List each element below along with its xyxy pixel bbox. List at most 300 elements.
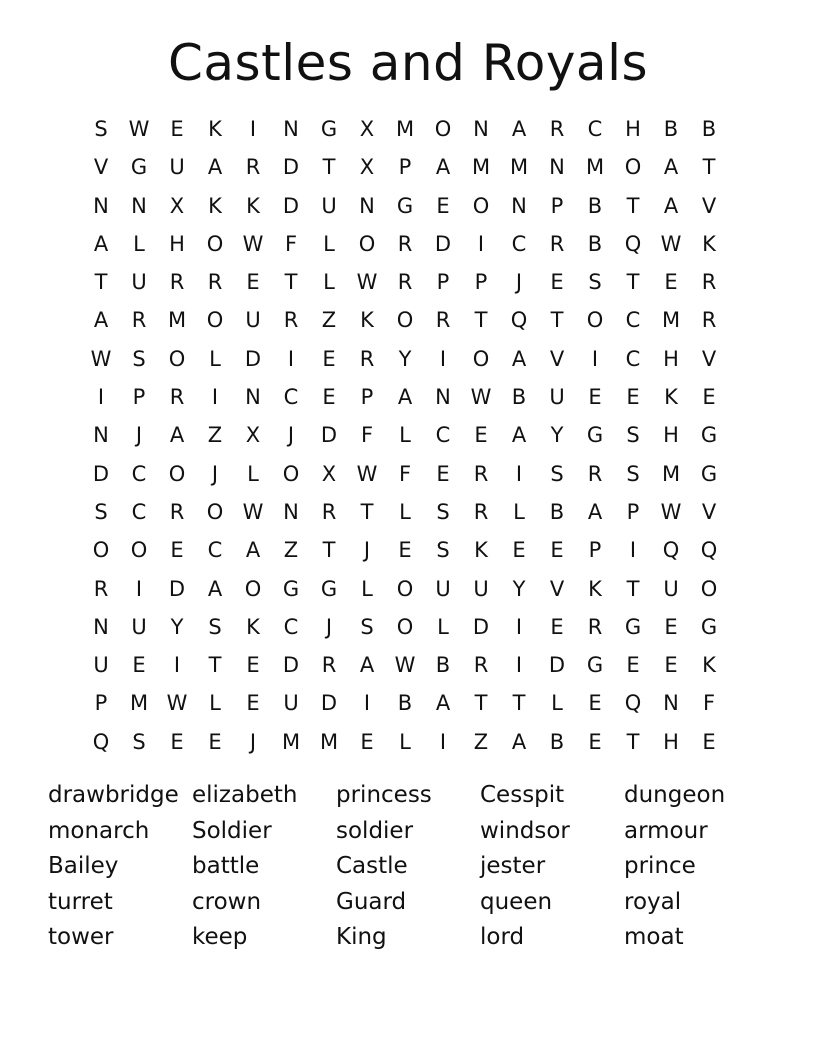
word-list [48, 778, 768, 956]
word-list-item: keep [192, 924, 248, 950]
word-list-item: moat [624, 924, 684, 950]
grid-letter: G [320, 576, 338, 601]
grid-letter: M [281, 729, 301, 754]
grid-letter: G [700, 614, 718, 639]
grid-letter: C [207, 538, 223, 563]
grid-letter: E [246, 691, 260, 716]
grid-letter: T [208, 653, 222, 678]
grid-letter: K [588, 576, 602, 601]
grid-letter: U [435, 576, 451, 601]
grid-letter: E [208, 729, 222, 754]
grid-letter: X [245, 423, 261, 448]
grid-letter: L [399, 499, 411, 524]
word-list-item: Soldier [192, 817, 272, 844]
grid-letter: S [132, 729, 146, 754]
grid-letter: M [509, 155, 529, 180]
grid-letter: K [246, 614, 260, 639]
word-list-item: tower [48, 924, 114, 950]
grid-letter: T [550, 308, 564, 333]
grid-letter: C [131, 461, 147, 486]
word-list-item: Castle [336, 853, 408, 879]
word-list-item: armour [624, 817, 708, 844]
grid-letter: S [436, 538, 450, 563]
grid-letter: J [363, 538, 371, 563]
grid-letter: T [626, 576, 640, 601]
word-list-item: battle [192, 853, 260, 879]
grid-letter: E [474, 423, 488, 448]
grid-letter: E [588, 691, 602, 716]
grid-letter: A [587, 499, 603, 524]
grid-letter: U [663, 576, 679, 601]
grid-letter: M [661, 461, 681, 486]
grid-letter: C [511, 231, 527, 256]
grid-letter: I [439, 346, 447, 371]
grid-letter: F [360, 423, 374, 448]
grid-letter: K [246, 193, 260, 218]
grid-letter: U [93, 653, 109, 678]
grid-letter: G [700, 423, 718, 448]
grid-letter: R [701, 270, 717, 295]
grid-letter: R [359, 346, 375, 371]
grid-letter: Y [512, 576, 526, 601]
word-list-item: soldier [336, 817, 414, 844]
grid-letter: V [701, 346, 717, 371]
grid-letter: A [511, 729, 527, 754]
grid-letter: E [132, 653, 146, 678]
grid-letter: A [93, 308, 109, 333]
grid-letter: I [591, 346, 599, 371]
grid-letter: U [473, 576, 489, 601]
word-list-item: turret [48, 888, 113, 915]
grid-letter: L [323, 270, 335, 295]
grid-letter: P [94, 691, 108, 716]
grid-letter: L [209, 346, 221, 371]
grid-letter: O [434, 117, 452, 141]
grid-letter: T [474, 308, 488, 333]
word-list-item: royal [624, 888, 682, 915]
grid-letter: E [702, 385, 716, 410]
grid-letter: A [93, 231, 109, 256]
grid-letter: U [131, 270, 147, 295]
grid-letter: U [131, 614, 147, 639]
grid-letter: C [625, 308, 641, 333]
grid-letter: L [323, 231, 335, 256]
word-list-item: prince [624, 853, 696, 879]
grid-letter: Z [283, 538, 299, 563]
word-list-item: windsor [480, 817, 570, 844]
grid-letter: E [322, 346, 336, 371]
grid-letter: K [208, 117, 222, 141]
grid-letter: E [322, 385, 336, 410]
grid-letter: D [244, 346, 262, 371]
grid-letter: G [586, 423, 604, 448]
grid-letter: R [283, 308, 299, 333]
grid-letter: Q [624, 691, 642, 716]
grid-letter: N [93, 614, 109, 639]
grid-letter: R [169, 270, 185, 295]
grid-letter: W [128, 117, 150, 141]
grid-letter: A [169, 423, 185, 448]
grid-letter: S [360, 614, 374, 639]
grid-letter: A [245, 538, 261, 563]
grid-letter: A [435, 691, 451, 716]
grid-letter: N [473, 117, 489, 141]
grid-letter: D [282, 653, 300, 678]
grid-letter: R [397, 231, 413, 256]
grid-letter: O [396, 614, 414, 639]
grid-letter: A [511, 423, 527, 448]
grid-letter: V [701, 499, 717, 524]
grid-letter: N [93, 193, 109, 218]
grid-letter: L [247, 461, 259, 486]
grid-letter: R [169, 385, 185, 410]
grid-letter: A [663, 193, 679, 218]
grid-letter: V [701, 193, 717, 218]
grid-letter: V [549, 576, 565, 601]
grid-letter: R [321, 499, 337, 524]
grid-letter: C [587, 117, 603, 141]
grid-letter: K [702, 231, 716, 256]
grid-letter: R [321, 653, 337, 678]
grid-letter: G [282, 576, 300, 601]
grid-letter: B [397, 691, 413, 716]
grid-letter: E [626, 385, 640, 410]
grid-letter: W [356, 270, 378, 295]
grid-letter: F [702, 691, 716, 716]
grid-letter: T [360, 499, 374, 524]
grid-letter: F [398, 461, 412, 486]
word-list-item: jester [480, 853, 546, 879]
grid-letter: T [626, 270, 640, 295]
grid-letter: E [436, 461, 450, 486]
grid-letter: I [135, 576, 143, 601]
grid-letter: O [472, 193, 490, 218]
grid-letter: S [550, 461, 564, 486]
grid-letter: W [166, 691, 188, 716]
grid-letter: D [282, 155, 300, 180]
grid-letter: D [320, 691, 338, 716]
grid-letter: L [513, 499, 525, 524]
grid-letter: T [284, 270, 298, 295]
grid-letter: Q [510, 308, 528, 333]
grid-letter: U [321, 193, 337, 218]
grid-letter: J [515, 270, 523, 295]
grid-letter: R [473, 499, 489, 524]
word-list-item: queen [480, 888, 553, 915]
grid-letter: A [207, 155, 223, 180]
grid-letter: M [471, 155, 491, 180]
grid-letter: L [437, 614, 449, 639]
grid-letter: X [321, 461, 337, 486]
grid-letter: R [549, 231, 565, 256]
grid-letter: K [664, 385, 678, 410]
grid-letter: R [473, 461, 489, 486]
grid-letter: L [399, 729, 411, 754]
grid-letter: D [548, 653, 566, 678]
grid-letter: S [436, 499, 450, 524]
grid-letter: M [319, 729, 339, 754]
grid-letter: T [626, 729, 640, 754]
grid-letter: V [93, 155, 109, 180]
grid-letter: M [167, 308, 187, 333]
grid-letter: A [359, 653, 375, 678]
grid-letter: C [283, 614, 299, 639]
grid-letter: L [361, 576, 373, 601]
grid-letter: S [132, 346, 146, 371]
grid-letter: E [512, 538, 526, 563]
grid-letter: S [208, 614, 222, 639]
grid-letter: E [550, 614, 564, 639]
grid-letter: N [549, 155, 565, 180]
grid-letter: Q [92, 729, 110, 754]
grid-letter: A [397, 385, 413, 410]
grid-letter: A [511, 346, 527, 371]
grid-letter: O [92, 538, 110, 563]
grid-letter: R [435, 308, 451, 333]
grid-letter: R [131, 308, 147, 333]
grid-letter: D [320, 423, 338, 448]
grid-letter: E [170, 538, 184, 563]
grid-letter: I [439, 729, 447, 754]
grid-letter: O [700, 576, 718, 601]
word-list-item: crown [192, 888, 262, 915]
grid-letter: J [211, 461, 219, 486]
grid-letter: O [472, 346, 490, 371]
grid-letter: Q [700, 538, 718, 563]
grid-letter: B [435, 653, 451, 678]
grid-letter: B [587, 231, 603, 256]
grid-letter: E [170, 729, 184, 754]
grid-letter: D [434, 231, 452, 256]
grid-letter: L [551, 691, 563, 716]
word-list-item: drawbridge [48, 782, 179, 808]
grid-letter: W [242, 499, 264, 524]
grid-letter: L [133, 231, 145, 256]
grid-letter: E [246, 270, 260, 295]
grid-letter: R [587, 461, 603, 486]
word-list-item: lord [480, 924, 525, 950]
word-list-item: monarch [48, 817, 150, 844]
grid-letter: P [626, 499, 640, 524]
grid-letter: O [206, 308, 224, 333]
grid-letter: O [396, 576, 414, 601]
grid-letter: G [624, 614, 642, 639]
grid-letter: M [585, 155, 605, 180]
grid-letter: P [474, 270, 488, 295]
grid-letter: T [702, 155, 716, 180]
grid-letter: G [586, 653, 604, 678]
grid-letter: O [624, 155, 642, 180]
grid-letter: Z [473, 729, 489, 754]
grid-letter: X [359, 117, 375, 141]
letter-grid [82, 110, 728, 761]
grid-letter: A [435, 155, 451, 180]
grid-letter: O [130, 538, 148, 563]
grid-letter: I [173, 653, 181, 678]
grid-letter: T [512, 691, 526, 716]
grid-letter: O [396, 308, 414, 333]
grid-letter: I [211, 385, 219, 410]
grid-letter: C [131, 499, 147, 524]
grid-letter: R [473, 653, 489, 678]
grid-letter: H [169, 231, 185, 256]
grid-letter: O [244, 576, 262, 601]
grid-letter: S [588, 270, 602, 295]
grid-letter: X [169, 193, 185, 218]
grid-letter: D [168, 576, 186, 601]
grid-letter: B [663, 117, 679, 141]
grid-letter: C [283, 385, 299, 410]
grid-letter: T [94, 270, 108, 295]
grid-letter: S [626, 423, 640, 448]
grid-letter: V [549, 346, 565, 371]
grid-letter: I [477, 231, 485, 256]
grid-letter: I [363, 691, 371, 716]
grid-letter: F [284, 231, 298, 256]
grid-letter: P [588, 538, 602, 563]
grid-letter: B [549, 729, 565, 754]
grid-letter: G [700, 461, 718, 486]
grid-letter: I [515, 653, 523, 678]
grid-letter: D [472, 614, 490, 639]
grid-letter: R [397, 270, 413, 295]
grid-letter: H [625, 117, 641, 141]
grid-letter: P [398, 155, 412, 180]
word-list-item: Cesspit [480, 782, 565, 808]
grid-letter: N [93, 423, 109, 448]
grid-letter: W [470, 385, 492, 410]
grid-letter: R [169, 499, 185, 524]
grid-letter: I [97, 385, 105, 410]
grid-letter: B [511, 385, 527, 410]
grid-letter: X [359, 155, 375, 180]
grid-letter: B [701, 117, 717, 141]
grid-letter: U [245, 308, 261, 333]
grid-letter: E [702, 729, 716, 754]
word-list-item: elizabeth [192, 782, 298, 808]
grid-letter: Q [662, 538, 680, 563]
grid-letter: D [92, 461, 110, 486]
grid-letter: N [131, 193, 147, 218]
grid-letter: O [358, 231, 376, 256]
grid-letter: N [511, 193, 527, 218]
grid-letter: A [207, 576, 223, 601]
grid-letter: O [168, 461, 186, 486]
grid-letter: G [130, 155, 148, 180]
grid-letter: E [588, 729, 602, 754]
grid-letter: K [474, 538, 488, 563]
grid-letter: B [587, 193, 603, 218]
grid-letter: U [283, 691, 299, 716]
grid-letter: Y [398, 346, 412, 371]
grid-letter: G [396, 193, 414, 218]
grid-letter: I [287, 346, 295, 371]
grid-letter: P [132, 385, 146, 410]
grid-letter: C [435, 423, 451, 448]
grid-letter: N [435, 385, 451, 410]
grid-letter: N [359, 193, 375, 218]
grid-letter: S [94, 499, 108, 524]
grid-letter: E [626, 653, 640, 678]
grid-letter: O [206, 231, 224, 256]
grid-letter: E [550, 538, 564, 563]
grid-letter: L [399, 423, 411, 448]
word-list-item: princess [336, 782, 432, 808]
grid-letter: E [398, 538, 412, 563]
grid-letter: U [169, 155, 185, 180]
grid-letter: R [587, 614, 603, 639]
grid-letter: E [170, 117, 184, 141]
grid-letter: P [436, 270, 450, 295]
grid-letter: J [135, 423, 143, 448]
grid-letter: A [663, 155, 679, 180]
grid-letter: I [249, 117, 257, 141]
grid-letter: T [322, 538, 336, 563]
grid-letter: M [661, 308, 681, 333]
grid-letter: N [283, 499, 299, 524]
page-title: Castles and Royals [167, 34, 649, 92]
grid-letter: I [515, 614, 523, 639]
grid-letter: W [242, 231, 264, 256]
grid-letter: E [550, 270, 564, 295]
grid-letter: R [207, 270, 223, 295]
grid-letter: B [549, 499, 565, 524]
word-list-item: Bailey [48, 853, 119, 879]
grid-letter: T [626, 193, 640, 218]
grid-letter: N [283, 117, 299, 141]
grid-letter: W [356, 461, 378, 486]
grid-letter: E [436, 193, 450, 218]
grid-letter: Z [207, 423, 223, 448]
grid-letter: T [474, 691, 488, 716]
grid-letter: E [664, 653, 678, 678]
grid-letter: R [245, 155, 261, 180]
grid-letter: D [282, 193, 300, 218]
grid-letter: M [395, 117, 415, 141]
grid-letter: E [360, 729, 374, 754]
grid-letter: R [549, 117, 565, 141]
grid-letter: O [168, 346, 186, 371]
grid-letter: H [663, 729, 679, 754]
grid-letter: R [701, 308, 717, 333]
grid-letter: S [94, 117, 108, 141]
word-list-item: Guard [336, 888, 407, 915]
grid-letter: Y [550, 423, 564, 448]
grid-letter: S [626, 461, 640, 486]
grid-letter: W [90, 346, 112, 371]
grid-letter: H [663, 346, 679, 371]
grid-letter: K [360, 308, 374, 333]
grid-letter: E [664, 270, 678, 295]
grid-letter: W [660, 231, 682, 256]
grid-letter: G [320, 117, 338, 141]
word-list-item: dungeon [624, 782, 726, 808]
grid-letter: O [206, 499, 224, 524]
grid-letter: E [246, 653, 260, 678]
grid-letter: H [663, 423, 679, 448]
grid-letter: O [282, 461, 300, 486]
grid-letter: R [93, 576, 109, 601]
grid-letter: Z [321, 308, 337, 333]
grid-letter: O [586, 308, 604, 333]
grid-letter: J [287, 423, 295, 448]
grid-letter: W [660, 499, 682, 524]
grid-letter: U [549, 385, 565, 410]
grid-letter: K [702, 653, 716, 678]
word-list-item: King [336, 924, 387, 950]
grid-letter: J [249, 729, 257, 754]
grid-letter: K [208, 193, 222, 218]
